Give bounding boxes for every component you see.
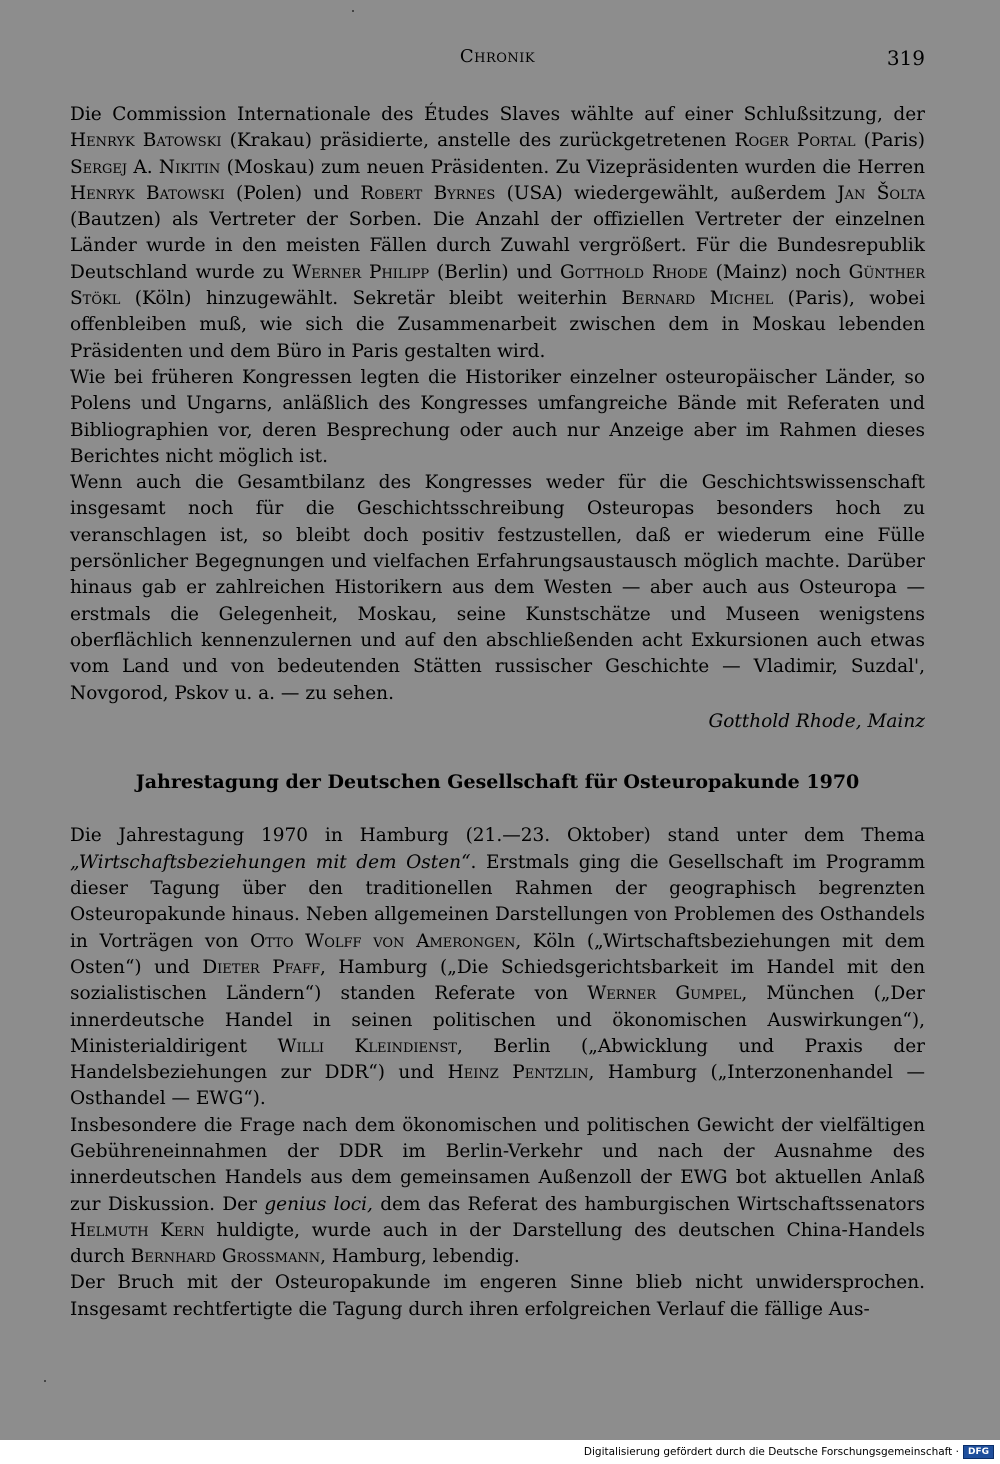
text-run: huldigte, wurde auch in der Darstellung des deutschen China-Handels durch (70, 1219, 926, 1268)
person-name: Günther Stökl (70, 261, 926, 310)
person-name: Gotthold Rhode (559, 261, 708, 283)
text-run: , Berlin („Abwicklung und Praxis der Handelsbeziehungen zur DDR“) und (70, 1035, 925, 1084)
paragraph: Wenn auch die Gesamtbilanz des Kongresses weder für die Geschichtswissenschaft insgesamt noch für die Geschichtsschreibung Osteuropas besonders hoch zu veranschlagen ist, so bleibt doch positiv festzustellen, daß er wiederum eine Fülle persönlicher Begegnungen und vielfachen Erfahrungsaustausch möglich machte. Darüber hinaus gab er zahlreichen Historikern aus dem Westen — aber auch aus Osteuropa — erstmals die Gelegenheit, Moskau, seine Kunstschätze und Museen wenigstens oberflächlich kennenzulernen und auf den abschließenden acht Exkursionen auch etwas vom Land und von bedeutenden Stätten russischer Geschichte — Vladimir, Suzdal', Novgorod, Pskov u. a. — zu sehen. (70, 472, 925, 704)
section-heading: Jahrestagung der Deutschen Gesellschaft für Osteuropakunde 1970 (135, 771, 860, 794)
emphasis: genius loci, (264, 1193, 373, 1215)
text-run: (Berlin) und (429, 261, 560, 283)
text-run: (Mainz) noch (707, 261, 849, 283)
person-name: Otto Wolff von Amerongen (250, 930, 516, 952)
running-head (70, 46, 925, 72)
theme-title: „Wirtschaftsbeziehungen mit dem Osten“ (70, 851, 471, 873)
text-run: (Paris) (855, 130, 925, 152)
text-run: (Polen) und (224, 182, 361, 204)
paragraph (70, 1113, 925, 1271)
text-run: Die Commission Internationale des Études Slaves wählte auf einer Schlußsitzung, der (70, 104, 925, 125)
text-run: (USA) wiedergewählt, außerdem (495, 182, 838, 204)
person-name: Helmuth Kern (70, 1219, 205, 1241)
person-name: Sergej A. Nikitin (70, 156, 221, 178)
scan-speck (44, 1380, 46, 1382)
scan-speck (352, 10, 354, 12)
text-run: , Köln („Wirtschaftsbeziehungen mit dem Osten“) und (70, 930, 925, 978)
page-number: 319 (886, 46, 925, 70)
person-name: Jan Šolta (837, 182, 925, 204)
person-name: Dieter Pfaff (202, 956, 320, 978)
running-title: Chronik (459, 46, 536, 67)
person-name: Werner Philipp (292, 261, 430, 283)
paragraph (70, 102, 925, 365)
paragraph (70, 823, 925, 1112)
text-run: Die Jahrestagung 1970 in Hamburg (21.—23. Oktober) stand unter dem Thema (70, 825, 925, 847)
text-run: , Hamburg („Die Schiedsgerichtsbarkeit im Handel mit den sozialistischen Ländern“) standen Referate von (70, 956, 925, 1005)
body-text (70, 102, 925, 1323)
text-run: , München („Der innerdeutsche Handel in seinen politischen und ökonomischen Auswirkungen“), Ministerialdirigent (70, 983, 925, 1057)
digitization-credit (584, 1442, 994, 1462)
person-name: Werner Gumpel (587, 983, 742, 1005)
text-run: , Hamburg, lebendig. (320, 1246, 520, 1268)
text-run: (Bautzen) als Vertreter der Sorben. Die Anzahl der offiziellen Vertreter der einzelnen Länder wurde in den meisten Fällen durch Zuwahl vergrößert. Für die Bundesrepublik Deutschland wurde zu (70, 209, 925, 283)
text-run: (Krakau) präsidierte, anstelle des zurückgetretenen (221, 130, 735, 152)
text-run: dem das Referat des hamburgischen Wirtschaftssenators (372, 1193, 926, 1215)
text-run: (Köln) hinzugewählt. Sekretär bleibt weiterhin (120, 288, 622, 310)
person-name: Bernard Michel (621, 288, 774, 310)
person-name: Robert Byrnes (360, 182, 496, 204)
author-signature: Gotthold Rhode, Mainz (708, 710, 925, 732)
text-run: (Moskau) zum neuen Präsidenten. Zu Vizepräsidenten wurden die Herren (220, 156, 926, 178)
person-name: Henryk Batowski (70, 182, 225, 204)
person-name: Henryk Batowski (70, 130, 222, 152)
person-name: Willi Kleindienst (277, 1035, 457, 1057)
person-name: Bernhard Grossmann (130, 1246, 321, 1268)
person-name: Heinz Pentzlin (447, 1062, 589, 1084)
dfg-logo: DFG (963, 1445, 994, 1459)
text-run: . Erstmals ging die Gesellschaft im Programm dieser Tagung über den traditionellen Rahmen der geographisch begrenzten Osteuropakunde hinaus. Neben allgemeinen Darstellungen von Problemen des Osthandels in Vorträgen von (70, 851, 925, 952)
text-run: , Hamburg („Interzonenhandel — Osthandel — EWG“). (70, 1062, 925, 1110)
person-name: Roger Portal (734, 130, 856, 152)
paragraph: Wie bei früheren Kongressen legten die Historiker einzelner osteuropäischer Länder, so Polens und Ungarns, anläßlich des Kongresses umfangreiche Bände mit Referaten und Bibliographien vor, deren Besprechung oder auch nur Anzeige aber im Rahmen dieses Berichtes nicht möglich ist. (70, 366, 925, 467)
text-run: Insbesondere die Frage nach dem ökonomischen und politischen Gewicht der vielfältigen Gebühreneinnahmen der DDR im Berlin-Verkehr und nach der Ausnahme des innerdeutschen Handels aus dem gemeinsamen Außenzoll der EWG bot aktuellen Anlaß zur Diskussion. Der (70, 1114, 925, 1215)
paragraph: Der Bruch mit der Osteuropakunde im engeren Sinne blieb nicht unwidersprochen. Insgesamt rechtfertigte die Tagung durch ihren erfolgreichen Verlauf die fällige Aus- (70, 1272, 925, 1320)
text-run: (Paris), wobei offenbleiben muß, wie sich die Zusammenarbeit zwischen dem in Moskau lebenden Präsidenten und dem Büro in Paris gestalten wird. (70, 288, 925, 362)
credit-text: Digitalisierung gefördert durch die Deutsche Forschungsgemeinschaft · (583, 1446, 959, 1458)
